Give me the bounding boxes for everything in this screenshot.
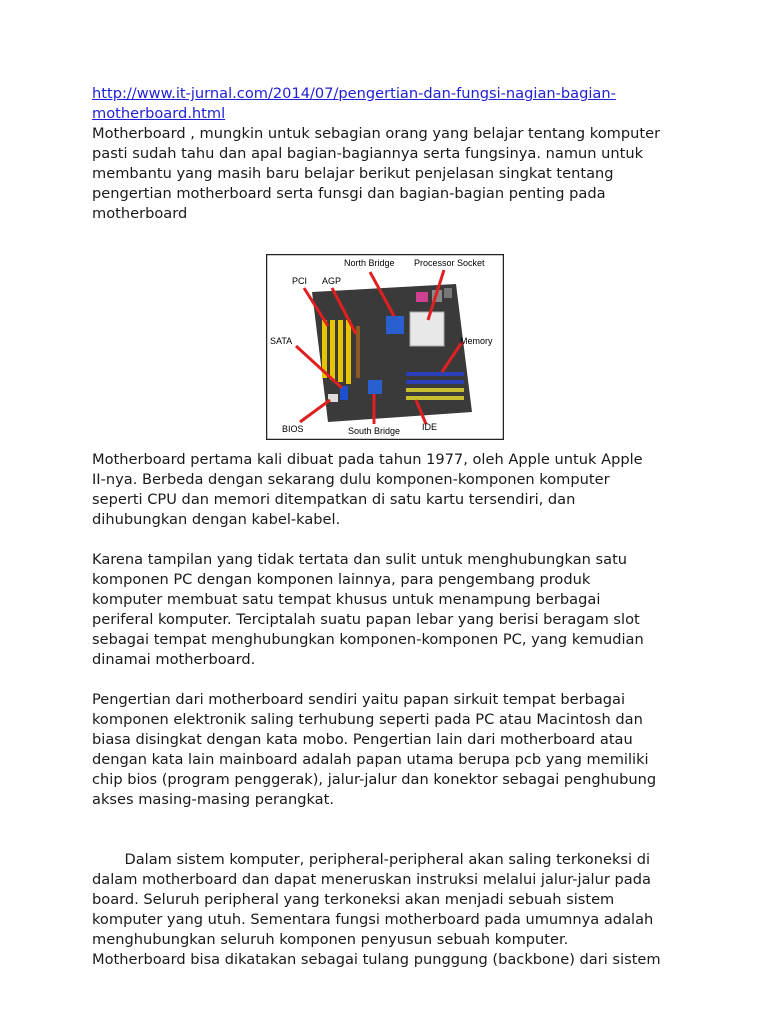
text-line: Pengertian dari motherboard sendiri yaitu papan sirkuit tempat berbagai [92, 691, 626, 708]
source-link-line-1[interactable]: http://www.it-jurnal.com/2014/07/pengertian-dan-fungsi-nagian-bagian- [92, 85, 616, 102]
spacer [92, 670, 692, 690]
paragraph-history [92, 450, 692, 530]
text-line: pengertian motherboard serta funsgi dan bagian-bagian penting pada [92, 185, 606, 202]
memory-slot [406, 380, 464, 384]
label-agp: AGP [322, 276, 342, 286]
spacer [92, 530, 692, 550]
memory-slot [406, 388, 464, 392]
label-pci: PCI [292, 276, 308, 286]
text-line: board. Seluruh peripheral yang terkoneksi akan menjadi sebuah sistem [92, 891, 615, 908]
intro-paragraph [92, 124, 692, 224]
text-line: komputer membuat satu tempat khusus untuk menampung berbagai [92, 591, 601, 608]
text-line: Karena tampilan yang tidak tertata dan sulit untuk menghubungkan satu [92, 551, 628, 568]
paragraph-function [92, 830, 692, 990]
pci-slot [330, 320, 335, 380]
source-link[interactable] [92, 84, 692, 124]
label-south-bridge: South Bridge [348, 426, 401, 436]
paragraph-definition [92, 690, 692, 810]
label-processor-socket: Processor Socket [414, 258, 485, 268]
motherboard-diagram [266, 254, 504, 440]
text-line: Motherboard , mungkin untuk sebagian orang yang belajar tentang komputer [92, 125, 661, 142]
paragraph-origin [92, 550, 692, 670]
text-line: dalam motherboard dan dapat meneruskan instruksi melalui jalur-jalur pada [92, 871, 651, 888]
text-line: menghubungkan seluruh komponen penyusun sebuah komputer. [92, 931, 569, 948]
text-line: chip bios (program penggerak), jalur-jalur dan konektor sebagai penghubung [92, 771, 657, 788]
source-link-line-2[interactable]: motherboard.html [92, 105, 226, 122]
text-line: II-nya. Berbeda dengan sekarang dulu komponen-komponen komputer [92, 471, 610, 488]
text-line: akses masing-masing perangkat. [92, 791, 334, 808]
text-line: periferal komputer. Terciptalah suatu papan lebar yang berisi beragam slot [92, 611, 640, 628]
text-line: dengan kata lain mainboard adalah papan utama berupa pcb yang memiliki [92, 751, 649, 768]
text-line: dihubungkan dengan kabel-kabel. [92, 511, 341, 528]
text-line: membantu yang masih baru belajar berikut penjelasan singkat tentang [92, 165, 614, 182]
text-line: dinamai motherboard. [92, 651, 256, 668]
text-line: motherboard [92, 205, 188, 222]
text-line: biasa disingkat dengan kata mobo. Pengertian lain dari motherboard atau [92, 731, 633, 748]
label-bios: BIOS [282, 424, 304, 434]
pci-slot [338, 320, 343, 382]
text-line: komponen elektronik saling terhubung seperti pada PC atau Macintosh dan [92, 711, 643, 728]
processor-socket [410, 312, 444, 346]
spacer [92, 810, 692, 830]
figure-container [92, 224, 692, 436]
text-line: sebagai tempat menghubungkan komponen-komponen PC, yang kemudian [92, 631, 644, 648]
north-bridge-chip [386, 316, 404, 334]
text-line: Motherboard bisa dikatakan sebagai tulang punggung (backbone) dari sistem [92, 951, 661, 968]
label-ide: IDE [422, 422, 438, 432]
south-bridge-chip [368, 380, 382, 394]
text-line: komponen PC dengan komponen lainnya, para pengembang produk [92, 571, 591, 588]
text-line: komputer yang utuh. Sementara fungsi motherboard pada umumnya adalah [92, 911, 654, 928]
memory-slot [406, 396, 464, 400]
text-line: Motherboard pertama kali dibuat pada tahun 1977, oleh Apple untuk Apple [92, 451, 643, 468]
document-content [92, 84, 692, 990]
text-line: Dalam sistem komputer, peripheral-peripheral akan saling terkoneksi di [119, 851, 651, 868]
text-line: seperti CPU dan memori ditempatkan di satu kartu tersendiri, dan [92, 491, 576, 508]
label-north-bridge: North Bridge [344, 258, 395, 268]
label-sata: SATA [270, 336, 293, 346]
text-line: pasti sudah tahu dan apal bagian-bagiannya serta fungsinya. namun untuk [92, 145, 644, 162]
io-connector [444, 288, 452, 298]
label-memory: Memory [460, 336, 493, 346]
agp-slot [356, 326, 360, 378]
memory-slot [406, 372, 464, 376]
io-connector [416, 292, 428, 302]
pci-slot [346, 320, 351, 384]
